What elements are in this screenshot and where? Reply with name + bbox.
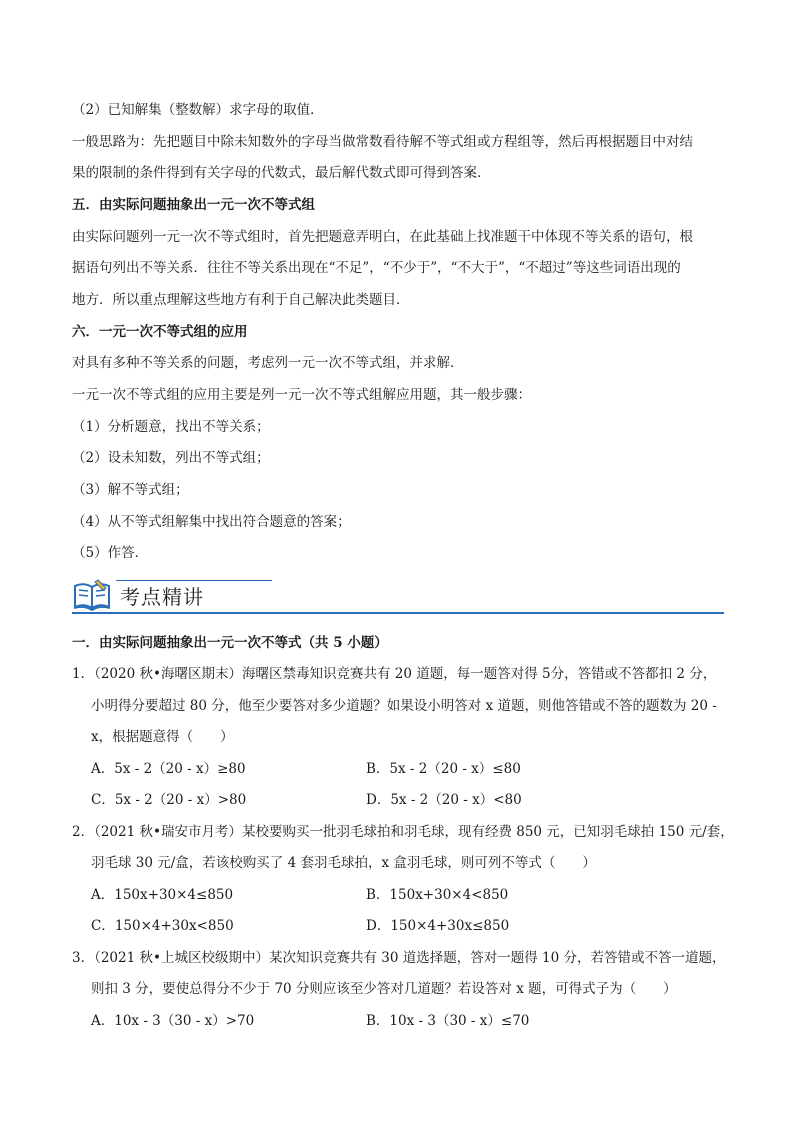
question-1-line: x，根据题意得（ ） — [91, 729, 234, 745]
text-line: 对具有多种不等关系的问题，考虑列一元一次不等式组，并求解． — [72, 355, 464, 371]
q1-option-a: A．5x - 2（20 - x）≥80 — [91, 761, 246, 777]
step-item: （5）作答． — [72, 545, 149, 561]
banner-underline — [72, 612, 724, 614]
question-1-line: 1．（2020 秋•海曙区期末）海曙区禁毒知识竞赛共有 20 道题，每一题答对得 5分，答错或不答都扣 2 分， — [72, 666, 717, 682]
text-line: 果的限制的条件得到有关字母的代数式，最后解代数式即可得到答案． — [72, 165, 491, 181]
q2-option-d: D．150×4+30x≤850 — [366, 918, 510, 934]
q2-option-a: A．150x+30×4≤850 — [91, 887, 234, 903]
step-item: （4）从不等式组解集中找出符合题意的答案； — [72, 514, 351, 530]
q1-option-b: B．5x - 2（20 - x）≤80 — [366, 761, 521, 777]
text-line: 一般思路为：先把题目中除未知数外的字母当做常数看待解不等式组或方程组等，然后再根据题目中对结 — [72, 134, 693, 150]
question-3-line: 3．（2021 秋•上城区校级期中）某次知识竞赛共有 30 道选择题，答对一题得 10 分，若答错或不答一道题， — [72, 950, 726, 966]
q2-option-c: C．150×4+30x<850 — [91, 918, 234, 934]
section-heading-6: 六．一元一次不等式组的应用 — [72, 324, 248, 340]
q1-option-d: D．5x - 2（20 - x）<80 — [366, 792, 522, 808]
question-2-line: 羽毛球 30 元/盒，若该校购买了 4 套羽毛球拍，x 盒羽毛球，则可列不等式（ ） — [91, 855, 596, 871]
q1-option-c: C．5x - 2（20 - x）>80 — [91, 792, 247, 808]
section-banner — [72, 576, 724, 616]
step-item: （1）分析题意，找出不等关系； — [72, 419, 270, 435]
q3-option-b: B．10x - 3（30 - x）≤70 — [366, 1013, 530, 1029]
question-3-line: 则扣 3 分，要使总得分不少于 70 分则应该至少答对几道题？若设答对 x 题，可得式子为（ ） — [91, 981, 677, 997]
section-heading-1: 一．由实际问题抽象出一元一次不等式（共 5 小题） — [72, 635, 388, 651]
text-line: 一元一次不等式组的应用主要是列一元一次不等式组解应用题，其一般步骤： — [72, 387, 531, 403]
question-1-line: 小明得分要超过 80 分，他至少要答对多少道题？如果设小明答对 x 道题，则他答错或不答的题数为 20 - — [91, 698, 717, 714]
open-book-icon — [72, 578, 112, 612]
step-item: （3）解不等式组； — [72, 482, 189, 498]
q2-option-b: B．150x+30×4<850 — [366, 887, 509, 903]
question-2-line: 2．（2021 秋•瑞安市月考）某校要购买一批羽毛球拍和羽毛球，现有经费 850 元，已知羽毛球拍 150 元/套， — [72, 824, 734, 840]
banner-title: 考点精讲 — [120, 585, 204, 609]
q3-option-a: A．10x - 3（30 - x）>70 — [91, 1013, 255, 1029]
text-line: 地方．所以重点理解这些地方有利于自己解决此类题目． — [72, 292, 410, 308]
text-line: 据语句列出不等关系．往往不等关系出现在“不足”，“不少于”，“不大于”，“不超过”等这些词语出现的 — [72, 260, 681, 276]
text-line: 由实际问题列一元一次不等式组时，首先把题意弄明白，在此基础上找准题干中体现不等关系的语句，根 — [72, 229, 693, 245]
banner-top-rule — [116, 580, 272, 581]
step-item: （2）设未知数，列出不等式组； — [72, 450, 270, 466]
section-heading-5: 五．由实际问题抽象出一元一次不等式组 — [72, 197, 315, 213]
text-line: （2）已知解集（整数解）求字母的取值． — [72, 102, 324, 118]
